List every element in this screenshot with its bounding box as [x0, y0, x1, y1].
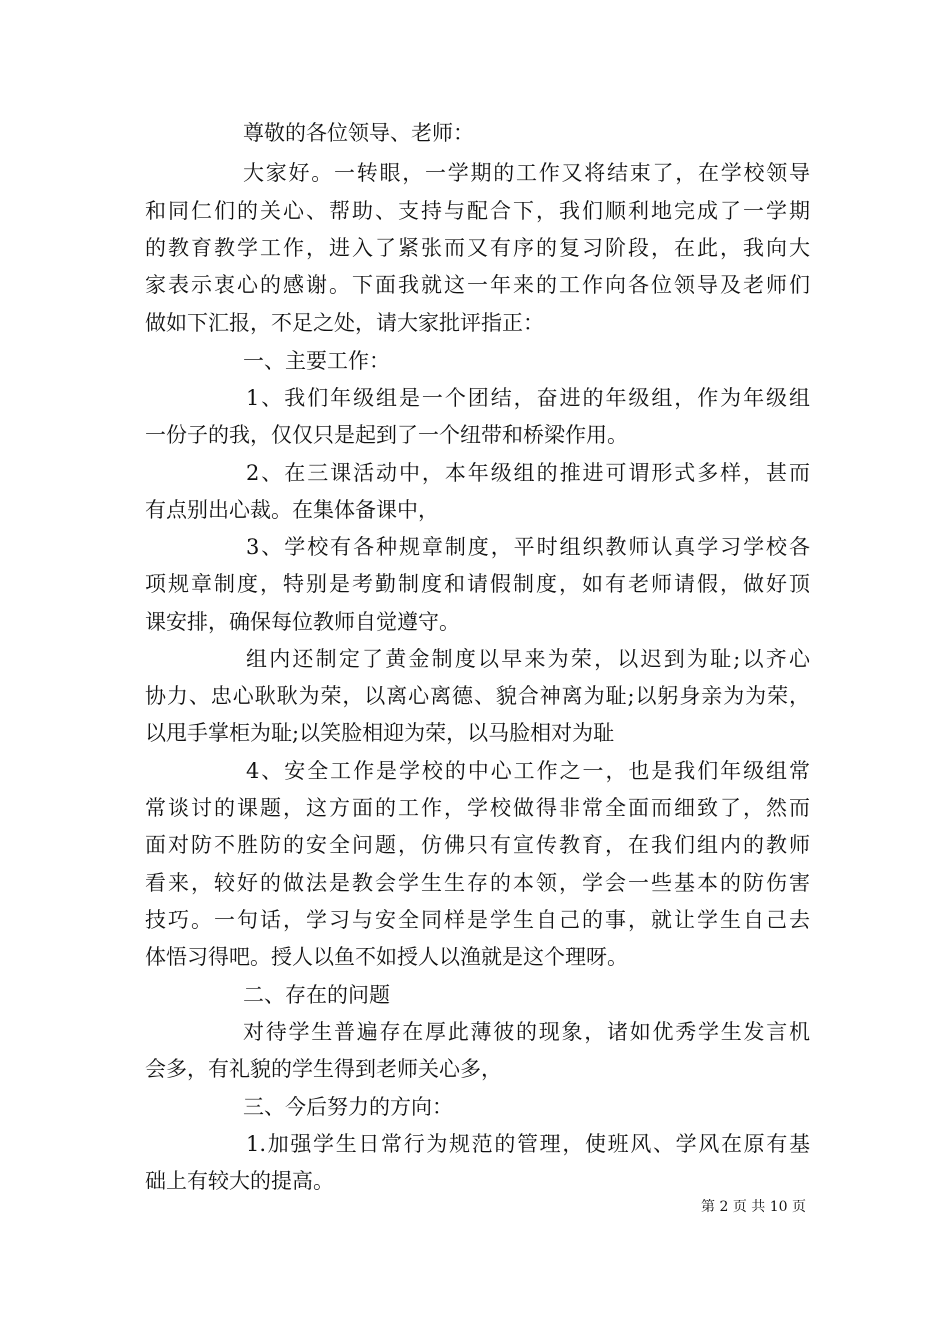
item-4-line-5: 技巧。一句话，学习与安全同样是学生自己的事，就让学生自己去	[145, 908, 810, 932]
item-2-line-2: 有点别出心裁。在集体备课中，	[145, 498, 439, 522]
intro-paragraph-line-5: 做如下汇报，不足之处，请大家批评指正：	[145, 311, 544, 335]
salutation: 尊敬的各位领导、老师：	[243, 121, 474, 145]
item-4-line-1: 4、安全工作是学校的中心工作之一，也是我们年级组常	[246, 759, 810, 783]
item-3-line-2: 项规章制度，特别是考勤制度和请假制度，如有老师请假，做好顶	[145, 572, 810, 596]
rules-paragraph-line-3: 以甩手掌柜为耻;以笑脸相迎为荣，以马脸相对为耻	[145, 721, 615, 745]
intro-paragraph-line-3: 的教育教学工作，进入了紧张而又有序的复习阶段，在此，我向大	[145, 236, 810, 260]
item-3-line-3: 课安排，确保每位教师自觉遵守。	[145, 610, 460, 634]
intro-paragraph-line-1: 大家好。一转眼，一学期的工作又将结束了，在学校领导	[243, 161, 810, 185]
intro-paragraph-line-2: 和同仁们的关心、帮助、支持与配合下，我们顺利地完成了一学期	[145, 199, 810, 223]
item-4-line-3: 面对防不胜防的安全问题，仿佛只有宣传教育，在我们组内的教师	[145, 833, 810, 857]
rules-paragraph-line-1: 组内还制定了黄金制度以早来为荣，以迟到为耻;以齐心	[246, 647, 810, 671]
future-item-1-line-2: 础上有较大的提高。	[145, 1169, 334, 1193]
item-4-line-4: 看来，较好的做法是教会学生生存的本领，学会一些基本的防伤害	[145, 871, 810, 895]
future-item-1-line-1: 1.加强学生日常行为规范的管理，使班风、学风在原有基	[246, 1132, 810, 1156]
section-heading-problems: 二、存在的问题	[243, 983, 390, 1007]
item-4-line-6: 体悟习得吧。授人以鱼不如授人以渔就是这个理呀。	[145, 945, 628, 969]
section-heading-future: 三、今后努力的方向：	[243, 1095, 453, 1119]
item-2-line-1: 2、在三课活动中，本年级组的推进可谓形式多样，甚而	[246, 461, 810, 485]
item-1-line-1: 1、我们年级组是一个团结，奋进的年级组，作为年级组	[246, 386, 810, 410]
page-number-footer: 第 2 页 共 10 页	[701, 1199, 806, 1215]
intro-paragraph-line-4: 家表示衷心的感谢。下面我就这一年来的工作向各位领导及老师们	[145, 273, 810, 297]
item-3-line-1: 3、学校有各种规章制度，平时组织教师认真学习学校各	[246, 535, 810, 559]
problems-paragraph-line-2: 会多，有礼貌的学生得到老师关心多，	[145, 1057, 502, 1081]
problems-paragraph-line-1: 对待学生普遍存在厚此薄彼的现象，诸如优秀学生发言机	[243, 1020, 810, 1044]
section-heading-main-work: 一、主要工作：	[243, 349, 390, 373]
item-1-line-2: 一份子的我，仅仅只是起到了一个纽带和桥梁作用。	[145, 423, 628, 447]
item-4-line-2: 常谈讨的课题，这方面的工作，学校做得非常全面而细致了，然而	[145, 796, 810, 820]
rules-paragraph-line-2: 协力、忠心耿耿为荣，以离心离德、貌合神离为耻;以躬身亲为为荣，	[145, 684, 810, 708]
